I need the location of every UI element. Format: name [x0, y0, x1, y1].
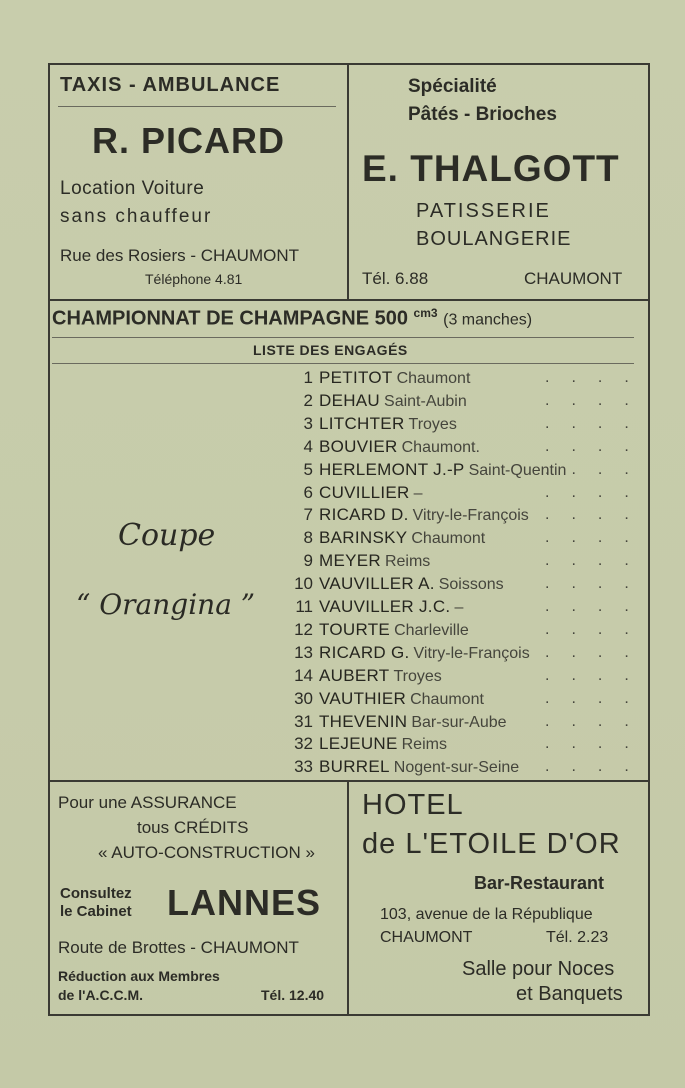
thalgott-line1: PATISSERIE: [416, 200, 551, 222]
hotel-type: Bar-Restaurant: [474, 873, 605, 893]
leader-dots: ....: [545, 689, 651, 707]
entry-number: 14: [294, 665, 313, 685]
heading-underline: [52, 363, 634, 364]
leader-dots: ....: [545, 506, 651, 524]
leader-dots: ....: [545, 735, 651, 753]
list-item: [285, 712, 507, 734]
lannes-address: Route de Brottes - CHAUMONT: [58, 938, 299, 957]
entry-city: Soissons: [438, 576, 504, 594]
hotel-city: CHAUMONT: [380, 929, 473, 946]
entry-city: Saint-Aubin: [384, 392, 467, 410]
list-item: [285, 483, 422, 505]
leader-dots: ....: [545, 552, 651, 570]
leader-dots: ....: [545, 460, 651, 478]
entry-city: Charleville: [394, 621, 469, 639]
leader-dots: ....: [545, 369, 651, 386]
list-item: [285, 643, 530, 665]
entry-number: 31: [294, 711, 313, 731]
entry-name: VAUTHIER: [319, 688, 407, 708]
entry-city: Vitry-le-François: [412, 507, 529, 525]
entry-number: 30: [294, 688, 313, 708]
thalgott-line2: BOULANGERIE: [416, 228, 572, 250]
entry-city: Chaumont: [396, 370, 471, 387]
entry-city: Chaumont: [410, 690, 484, 708]
list-heading: LISTE DES ENGAGÉS: [253, 342, 408, 358]
title-underline: [52, 337, 634, 338]
lannes-reduction1: Réduction aux Membres: [58, 968, 220, 984]
hotel-line1: HOTEL: [362, 789, 464, 821]
entry-name: HERLEMONT J.-P: [319, 459, 465, 479]
entry-name: AUBERT: [319, 665, 390, 685]
list-item: [285, 757, 519, 779]
entry-city: Bar-sur-Aube: [411, 713, 507, 731]
entry-number: 10: [294, 574, 313, 594]
picard-line2: sans chauffeur: [60, 206, 213, 227]
entry-city: Chaumont.: [401, 438, 480, 456]
championship-title: [52, 306, 532, 331]
lannes-consult2: le Cabinet: [60, 903, 132, 920]
entry-name: THEVENIN: [319, 711, 408, 731]
entry-city: Troyes: [408, 415, 457, 433]
hotel-address: 103, avenue de la République: [380, 906, 593, 923]
entry-name: PETITOT: [319, 368, 393, 387]
top-divider: [347, 65, 349, 301]
entry-number: 32: [294, 734, 313, 754]
picard-headline: TAXIS - AMBULANCE: [60, 74, 281, 96]
list-item: [285, 460, 566, 482]
picard-name: R. PICARD: [92, 120, 286, 161]
list-item: [285, 437, 480, 459]
championship-unit: cm3: [413, 306, 438, 320]
lannes-reduction2: de l'A.C.C.M.: [58, 987, 143, 1003]
list-item: [285, 666, 442, 688]
leader-dots: ....: [545, 712, 651, 730]
entry-name: MEYER: [319, 551, 381, 571]
lannes-consult1: Consultez: [60, 885, 132, 902]
entry-name: BARINSKY: [319, 528, 408, 548]
entry-city: –: [413, 484, 423, 502]
picard-phone: Téléphone 4.81: [145, 271, 243, 287]
cup-line1: Coupe: [118, 518, 216, 553]
list-item: [285, 368, 470, 390]
lannes-line2: tous CRÉDITS: [137, 818, 249, 837]
entry-city: Nogent-sur-Seine: [393, 759, 520, 777]
top-ads-bottom-rule: [50, 299, 648, 301]
leader-dots: ....: [545, 437, 651, 455]
entry-number: 11: [295, 597, 313, 616]
lannes-line1: Pour une ASSURANCE: [58, 793, 237, 812]
entry-name: DEHAU: [319, 390, 381, 410]
list-item: [285, 391, 467, 413]
entry-city: Chaumont: [411, 530, 486, 548]
picard-line1: Location Voiture: [60, 178, 205, 199]
entry-number: 5: [303, 459, 313, 479]
bottom-ads-top-rule: [50, 780, 648, 782]
entry-number: 1: [303, 368, 313, 387]
picard-address: Rue des Rosiers - CHAUMONT: [60, 246, 299, 265]
hotel-line2: de L'ETOILE D'OR: [362, 828, 621, 860]
entry-city: Vitry-le-François: [413, 644, 530, 662]
thalgott-name: E. THALGOTT: [362, 148, 620, 189]
list-item: [285, 620, 469, 642]
entry-name: BURREL: [319, 757, 390, 777]
entry-city: –: [454, 599, 464, 616]
leader-dots: ....: [545, 483, 651, 501]
list-item: [285, 597, 463, 619]
cup-line2: “ Orangina ”: [76, 588, 256, 621]
entry-number: 4: [303, 436, 313, 456]
bottom-divider: [347, 780, 349, 1014]
entry-city: Reims: [384, 553, 431, 571]
championship-rounds: (3 manches): [443, 311, 533, 329]
lannes-name: LANNES: [167, 882, 322, 923]
entry-name: RICARD D.: [319, 505, 409, 525]
championship-title-text: CHAMPIONNAT DE CHAMPAGNE 500: [52, 307, 408, 330]
entry-name: RICARD G.: [319, 642, 410, 662]
hotel-hall2: et Banquets: [516, 983, 623, 1005]
entry-name: LITCHTER: [319, 413, 405, 433]
entry-number: 8: [303, 528, 313, 548]
list-item: [285, 689, 484, 711]
thalgott-city: CHAUMONT: [524, 269, 623, 288]
entry-number: 2: [303, 390, 313, 410]
list-item: [285, 734, 447, 756]
leader-dots: ....: [545, 758, 651, 776]
entry-city: Saint-Quentin: [468, 461, 567, 479]
lannes-line3: « AUTO-CONSTRUCTION »: [98, 843, 315, 862]
leader-dots: ....: [545, 529, 651, 547]
entry-name: LEJEUNE: [319, 734, 398, 754]
hotel-hall1: Salle pour Noces: [462, 958, 615, 980]
entry-number: 13: [294, 642, 313, 662]
entry-name: BOUVIER: [319, 436, 398, 456]
entry-name: VAUVILLER J.C.: [319, 597, 451, 616]
leader-dots: ....: [545, 620, 651, 638]
list-item: [285, 551, 430, 573]
picard-headline-rule: [58, 106, 336, 107]
thalgott-products: Pâtés - Brioches: [408, 104, 557, 125]
list-item: [285, 528, 485, 550]
entry-number: 7: [303, 505, 313, 525]
entry-name: CUVILLIER: [319, 482, 410, 502]
entry-number: 33: [294, 757, 313, 777]
lannes-phone: Tél. 12.40: [261, 987, 325, 1003]
thalgott-specialty: Spécialité: [408, 76, 497, 97]
list-item: [285, 414, 457, 436]
entry-number: 6: [303, 482, 313, 502]
leader-dots: ....: [545, 598, 651, 615]
leader-dots: ....: [545, 391, 651, 409]
hotel-phone: Tél. 2.23: [546, 929, 609, 946]
entry-city: Reims: [401, 736, 447, 754]
leader-dots: ....: [545, 414, 651, 432]
entry-number: 9: [303, 551, 313, 571]
entry-city: Troyes: [393, 667, 442, 685]
thalgott-phone: Tél. 6.88: [362, 269, 429, 288]
list-item: [285, 505, 529, 527]
leader-dots: ....: [545, 575, 651, 593]
entry-number: 3: [303, 413, 313, 433]
entry-name: VAUVILLER A.: [319, 574, 435, 594]
leader-dots: ....: [545, 666, 651, 684]
entry-number: 12: [294, 619, 313, 639]
entry-name: TOURTE: [319, 619, 391, 639]
leader-dots: ....: [545, 643, 651, 661]
list-item: [285, 574, 504, 596]
